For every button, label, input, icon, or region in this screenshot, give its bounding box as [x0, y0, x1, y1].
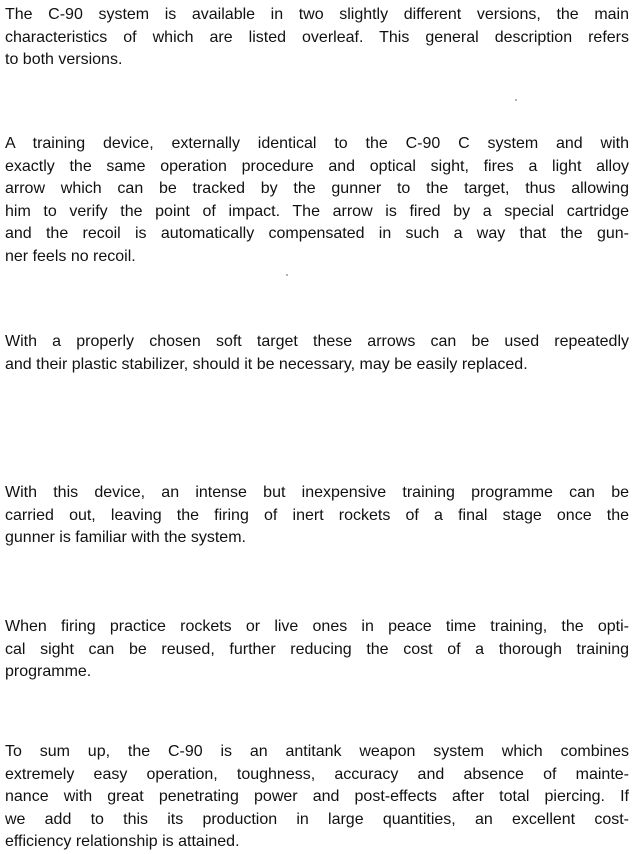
text-line: ner feels no recoil. — [5, 247, 136, 265]
text-line: To sum up, the C-90 is an antitank weapon system which combines — [5, 743, 629, 760]
text-line: arrow which can be tracked by the gunner to the target, thus allowing — [5, 180, 629, 197]
text-line: carried out, leaving the firing of inert rockets of a final stage once the — [5, 506, 629, 524]
text-line: When firing practice rockets or live ones in peace time training, the opti- — [5, 618, 629, 635]
paragraph-soft-target — [5, 331, 629, 376]
text-line: efficiency relationship is attained. — [5, 833, 240, 850]
text-line: we add to this its production in large quantities, an excellent cost- — [5, 810, 629, 828]
paragraph-summary — [5, 741, 629, 854]
text-line: cal sight can be reused, further reducing the cost of a thorough training — [5, 640, 629, 658]
text-line: and their plastic stabilizer, should it be necessary, may be easily replaced. — [5, 355, 528, 373]
text-line: to both versions. — [5, 51, 123, 68]
paragraph-optical-sight — [5, 616, 629, 684]
text-line: nance with great penetrating power and post-effects after total piercing. If — [5, 788, 629, 805]
paragraph-training-programme — [5, 482, 629, 550]
paragraph-training-device — [5, 133, 629, 268]
text-line: characteristics of which are listed overleaf. This general description refers — [5, 28, 629, 46]
scan-speck — [286, 274, 288, 276]
text-line: The C-90 system is available in two slightly different versions, the main — [5, 6, 629, 23]
text-line: programme. — [5, 663, 92, 680]
text-line: extremely easy operation, toughness, accuracy and absence of mainte- — [5, 765, 629, 783]
text-line: With a properly chosen soft target these arrows can be used repeatedly — [5, 333, 629, 350]
text-line: and the recoil is automatically compensated in such a way that the gun- — [5, 225, 629, 242]
paragraph-versions — [5, 4, 629, 72]
text-line: gunner is familiar with the system. — [5, 529, 246, 546]
text-line: With this device, an intense but inexpensive training programme can be — [5, 484, 629, 501]
text-line: exactly the same operation procedure and optical sight, fires a light alloy — [5, 157, 629, 175]
text-line: him to verify the point of impact. The arrow is fired by a special cartridge — [5, 202, 629, 220]
text-line: A training device, externally identical to the C-90 C system and with — [5, 135, 629, 152]
scan-speck — [515, 99, 517, 101]
